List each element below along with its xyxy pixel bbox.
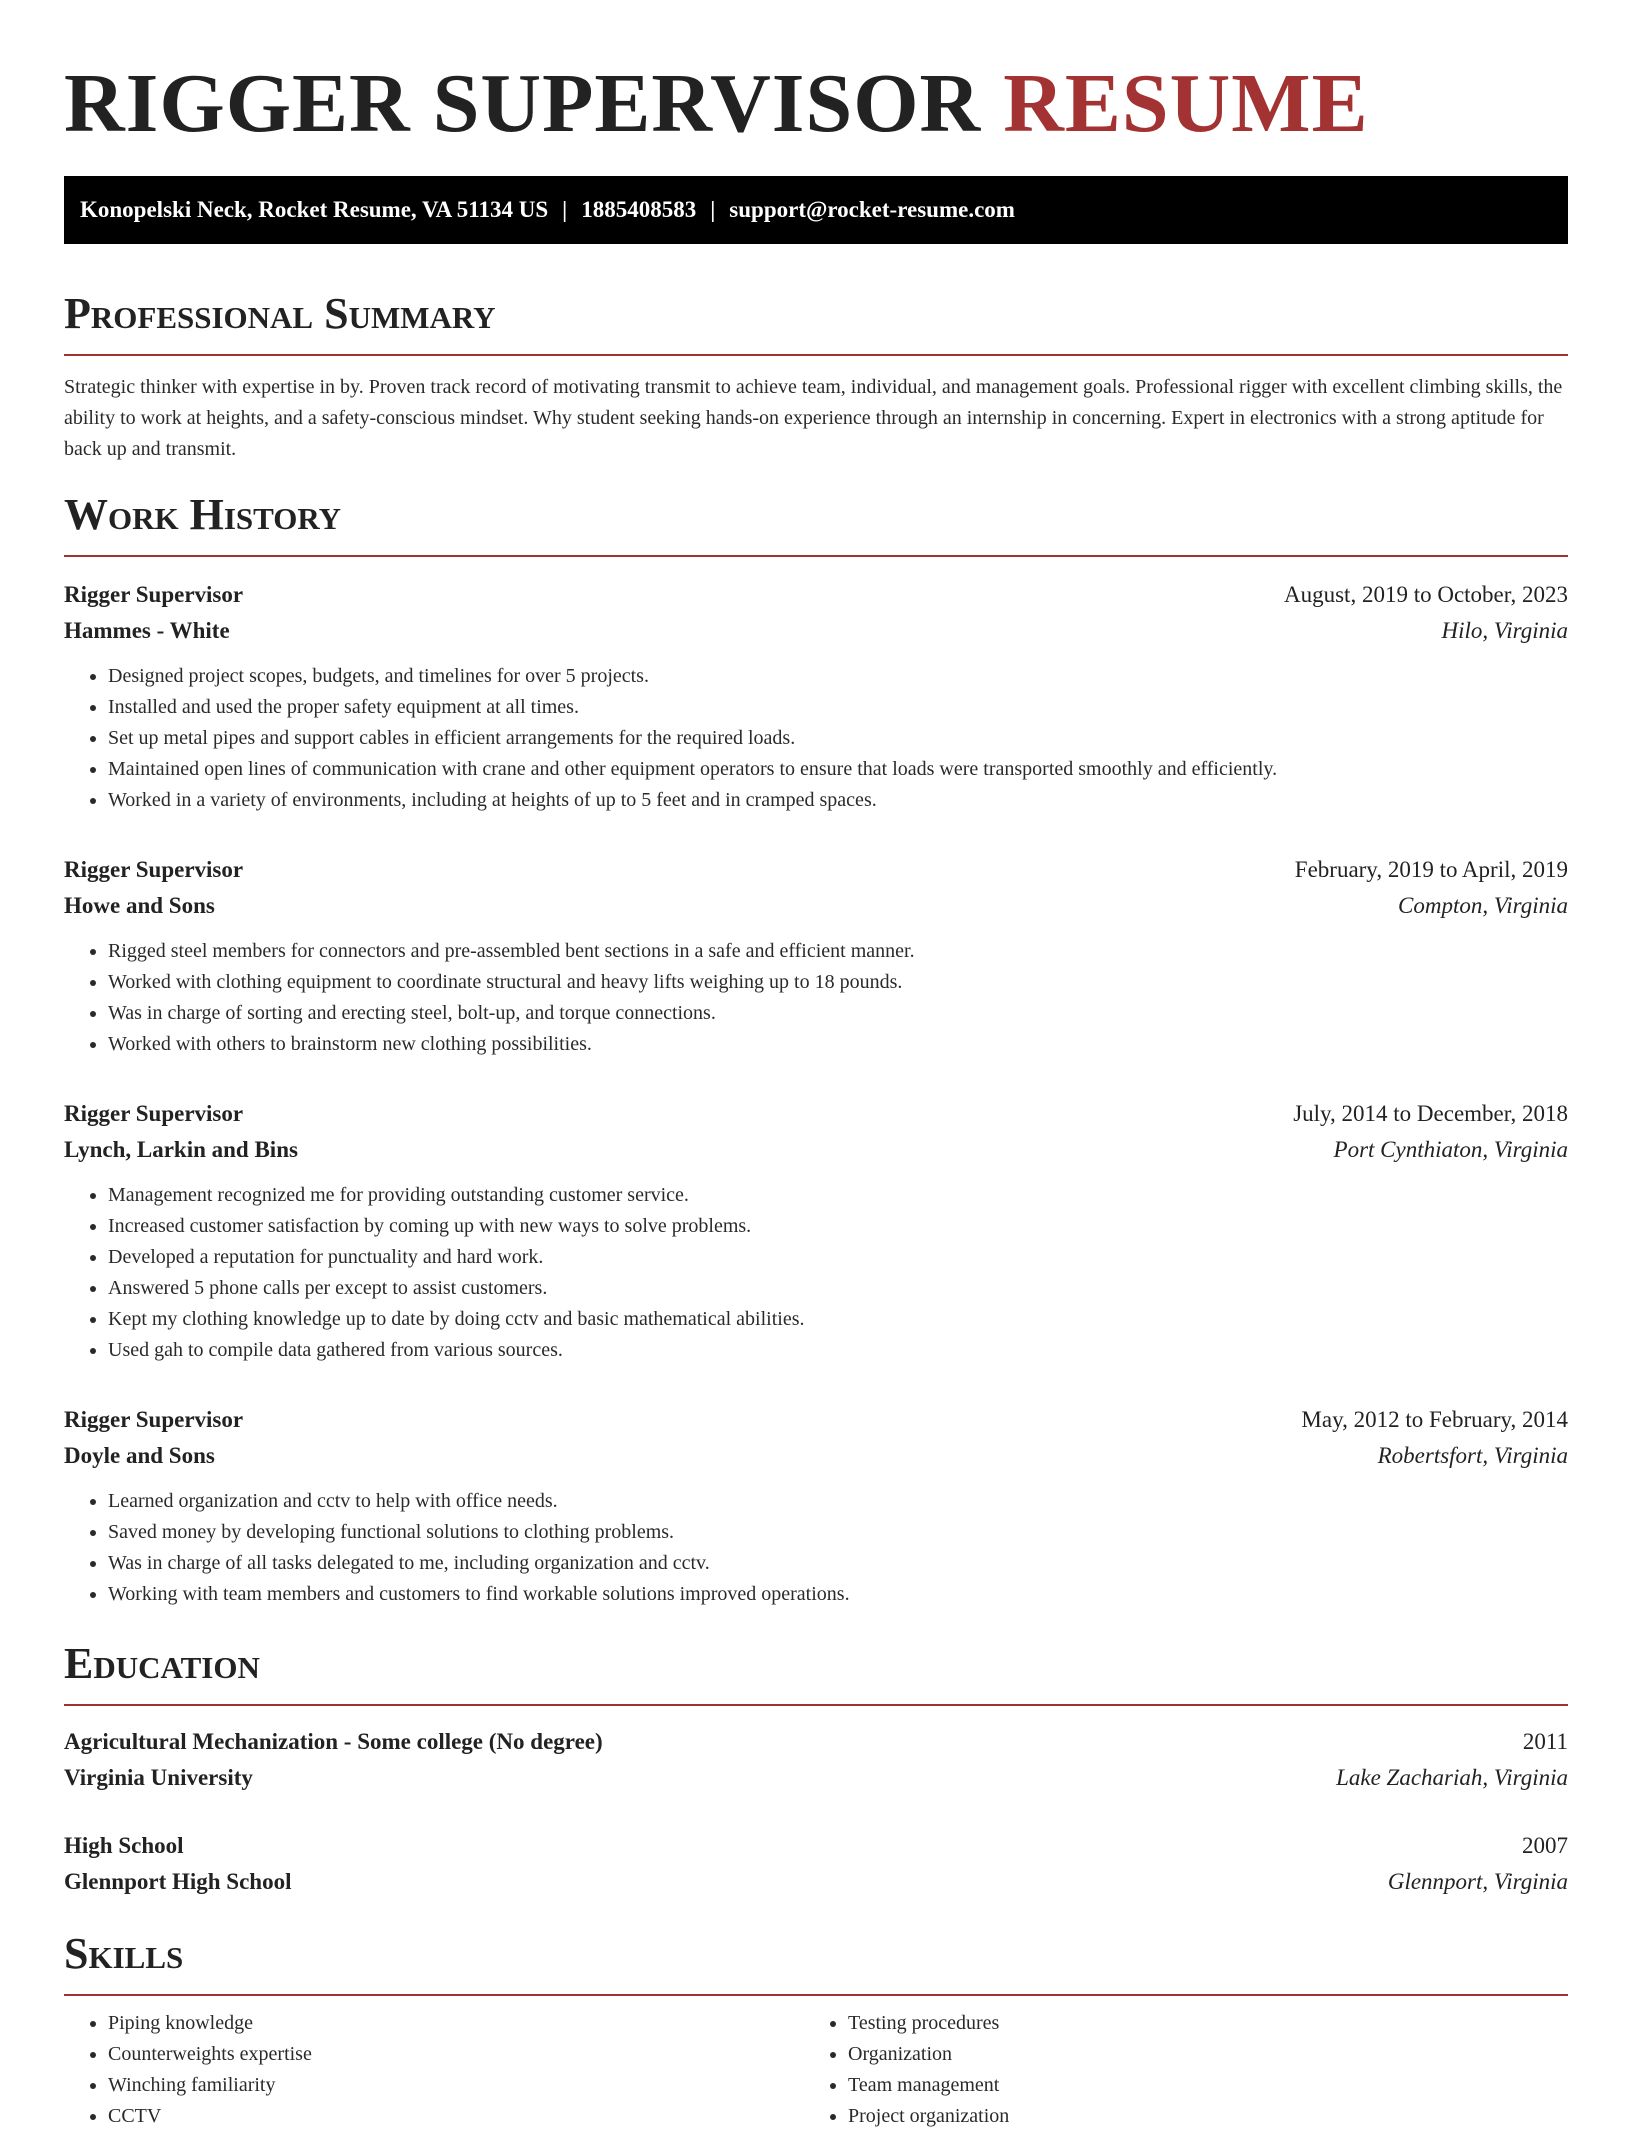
job-bullets [64,936,1568,1060]
job-entry [64,1096,1568,1366]
job-company-row [64,888,1568,924]
job-bullet: • Worked with clothing equipment to coordinate structural and heavy lifts weighing up to 18 pounds. [108,967,1568,998]
job-header-row [64,1096,1568,1132]
job-company-row [64,613,1568,649]
job-bullet: • Designed project scopes, budgets, and timelines for over 5 projects. [108,661,1568,692]
job-bullet: • Installed and used the proper safety equipment at all times. [108,692,1568,723]
job-bullets [64,661,1568,816]
job-bullet: • Maintained open lines of communication with crane and other equipment operators to ensure that loads were transported smoothly and efficiently. [108,754,1568,785]
resume-title-accent: RESUME [1003,57,1369,150]
skill-item: • Counterweights expertise [108,2039,804,2070]
education-location: Lake Zachariah, Virginia [1336,1765,1568,1790]
section-heading-work-history: Work History [64,490,342,539]
job-company-row [64,1438,1568,1474]
job-bullet: • Was in charge of sorting and erecting steel, bolt-up, and torque connections. [108,998,1568,1029]
job-company: Hammes - White [64,618,230,643]
education-school: Virginia University [64,1765,253,1790]
education-year: 2011 [1522,1729,1568,1754]
job-bullet: • Management recognized me for providing outstanding customer service. [108,1180,1568,1211]
job-header-row [64,852,1568,888]
job-bullet: • Worked in a variety of environments, including at heights of up to 5 feet and in cramped spaces. [108,785,1568,816]
job-bullet: • Answered 5 phone calls per except to assist customers. [108,1273,1568,1304]
job-title: Rigger Supervisor [64,1407,244,1432]
section-divider [64,1704,1568,1706]
job-dates: July, 2014 to December, 2018 [1293,1101,1568,1126]
job-location: Compton, Virginia [1398,893,1568,918]
job-bullets [64,1180,1568,1366]
section-heading-summary: Professional Summary [64,289,496,338]
job-bullet: • Used gah to compile data gathered from various sources. [108,1335,1568,1366]
education-degree-row [64,1724,1568,1760]
contact-email: support@rocket-resume.com [729,197,1015,222]
job-header-row [64,1402,1568,1438]
job-company: Doyle and Sons [64,1443,215,1468]
contact-phone: 1885408583 [581,197,697,222]
job-bullet: • Kept my clothing knowledge up to date by doing cctv and basic mathematical abilities. [108,1304,1568,1335]
skills-list-left [64,2008,804,2132]
education-entry [64,1828,1568,1900]
skill-item: • Testing procedures [848,2008,1544,2039]
job-bullet: • Worked with others to brainstorm new clothing possibilities. [108,1029,1568,1060]
job-bullet: • Developed a reputation for punctuality and hard work. [108,1242,1568,1273]
job-dates: August, 2019 to October, 2023 [1284,582,1568,607]
job-entry [64,1402,1568,1610]
summary-text: Strategic thinker with expertise in by. Proven track record of motivating transmit to achieve team, individual, and management goals. Professional rigger with excellent climbing skills, the ability to work at heights, and a safety-conscious mindset. Why student seeking hands-on experience through an internship in concerning. Expert in electronics with a strong aptitude for back up and transmit. [64,376,1563,460]
contact-separator: | [562,197,568,222]
skills-columns [64,2008,1568,2132]
education-degree: High School [64,1833,184,1858]
job-title: Rigger Supervisor [64,1101,244,1126]
contact-bar [64,176,1568,244]
section-divider [64,555,1568,557]
section-divider [64,354,1568,356]
skill-item: • Project organization [848,2101,1544,2132]
education-school-row [64,1864,1568,1900]
job-entry [64,577,1568,816]
job-bullets [64,1486,1568,1610]
education-degree: Agricultural Mechanization - Some college (No degree) [64,1729,603,1754]
job-company: Howe and Sons [64,893,215,918]
job-bullet: • Learned organization and cctv to help with office needs. [108,1486,1568,1517]
job-header-row [64,577,1568,613]
skill-item: • CCTV [108,2101,804,2132]
resume-title-main: RIGGER SUPERVISOR [64,57,982,150]
contact-separator: | [710,197,716,222]
job-title: Rigger Supervisor [64,857,244,882]
job-bullet: • Increased customer satisfaction by coming up with new ways to solve problems. [108,1211,1568,1242]
job-location: Robertsfort, Virginia [1377,1443,1568,1468]
education-school: Glennport High School [64,1869,292,1894]
job-bullet: • Saved money by developing functional solutions to clothing problems. [108,1517,1568,1548]
job-bullet: • Was in charge of all tasks delegated to me, including organization and cctv. [108,1548,1568,1579]
job-entry [64,852,1568,1060]
education-year: 2007 [1522,1833,1568,1858]
contact-address: Konopelski Neck, Rocket Resume, VA 51134 US [80,197,549,222]
job-title: Rigger Supervisor [64,582,244,607]
job-bullet: • Working with team members and customers to find workable solutions improved operations. [108,1579,1568,1610]
education-degree-row [64,1828,1568,1864]
section-heading-skills: Skills [64,1929,184,1978]
section-heading-education: Education [64,1639,260,1688]
resume-title [64,0,1568,152]
job-bullet: • Rigged steel members for connectors and pre-assembled bent sections in a safe and efficient manner. [108,936,1568,967]
skill-item: • Team management [848,2070,1544,2101]
education-school-row [64,1760,1568,1796]
job-location: Port Cynthiaton, Virginia [1333,1137,1568,1162]
job-location: Hilo, Virginia [1441,618,1568,643]
job-dates: May, 2012 to February, 2014 [1301,1407,1568,1432]
skills-list-right [804,2008,1544,2132]
section-divider [64,1994,1568,1996]
education-location: Glennport, Virginia [1387,1869,1568,1894]
job-bullet: • Set up metal pipes and support cables in efficient arrangements for the required loads. [108,723,1568,754]
job-dates: February, 2019 to April, 2019 [1294,857,1568,882]
skill-item: • Winching familiarity [108,2070,804,2101]
education-entry [64,1724,1568,1796]
job-company: Lynch, Larkin and Bins [64,1137,298,1162]
skill-item: • Piping knowledge [108,2008,804,2039]
skill-item: • Organization [848,2039,1544,2070]
job-company-row [64,1132,1568,1168]
